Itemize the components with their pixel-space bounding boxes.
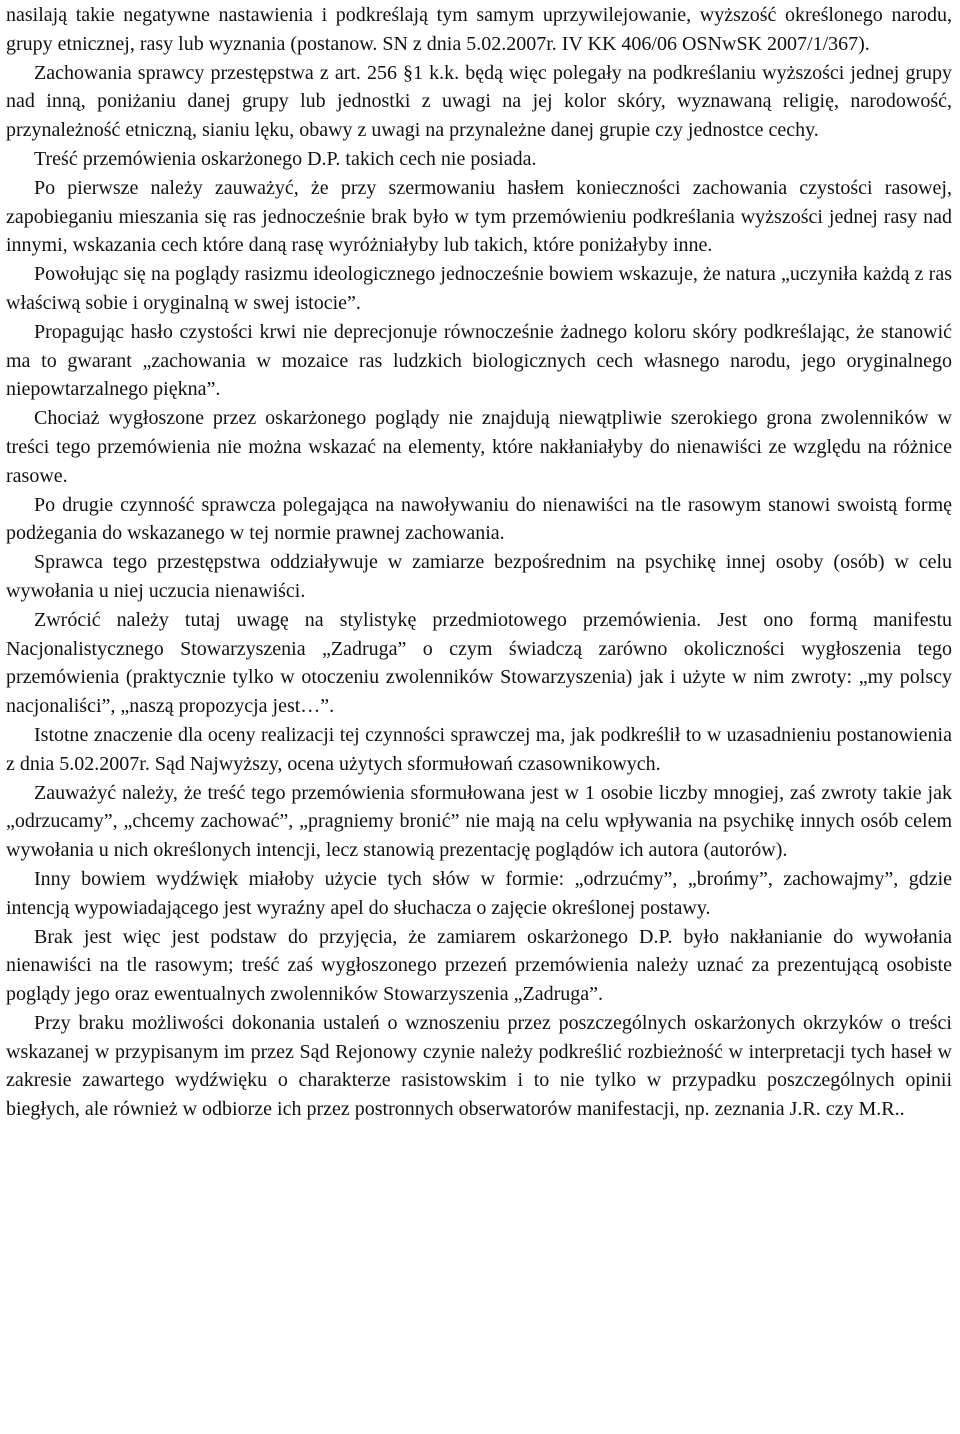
document-body [6, 0, 952, 1124]
paragraph-14: Brak jest więc jest podstaw do przyjęcia, że zamiarem oskarżonego D.P. było nakłanianie do wywołania nienawiści na tle rasowym; treść zaś wygłoszonego przezeń przemówienia należy uznać za prezentującą osobiste poglądy jego oraz ewentualnych zwolenników Stowarzyszenia „Zadruga”. [6, 925, 952, 1006]
paragraph-9: Sprawca tego przestępstwa oddziaływuje w zamiarze bezpośrednim na psychikę innej osoby (osób) w celu wywołania u niej uczucia nienawiści. [6, 551, 952, 602]
paragraph-10: Zwrócić należy tutaj uwagę na stylistykę przedmiotowego przemówienia. Jest ono formą manifestu Nacjonalistycznego Stowarzyszenia „Zadruga” o czym świadczą zarówno okoliczności wygłoszenia tego przemówienia (praktycznie tylko w otoczeniu zwolenników Stowarzyszenia) jak i użyte w nim zwroty: „my polscy nacjonaliści”, „naszą propozycja jest…”. [6, 608, 952, 718]
paragraph-5: Powołując się na poglądy rasizmu ideologicznego jednocześnie bowiem wskazuje, że natura „uczyniła każdą z ras właściwą sobie i oryginalną w swej istocie”. [6, 263, 952, 314]
paragraph-1: nasilają takie negatywne nastawienia i podkreślają tym samym uprzywilejowanie, wyższość określonego narodu, grupy etnicznej, rasy lub wyznania (postanow. SN z dnia 5.02.2007r. IV KK 406/06 OSNwSK 2007/1/367). [6, 4, 952, 55]
paragraph-13: Inny bowiem wydźwięk miałoby użycie tych słów w formie: „odrzućmy”, „brońmy”, zachowajmy”, gdzie intencją wypowiadającego jest wyraźny apel do słuchacza o zajęcie określonej postawy. [6, 867, 952, 919]
paragraph-7: Chociaż wygłoszone przez oskarżonego poglądy nie znajdują niewątpliwie szerokiego grona zwolenników w treści tego przemówienia nie można wskazać na elementy, które nakłaniałyby do nienawiści ze względu na różnice rasowe. [6, 407, 952, 487]
paragraph-15: Przy braku możliwości dokonania ustaleń o wznoszeniu przez poszczególnych oskarżonych okrzyków o treści wskazanej w przypisanym im przez Sąd Rejonowy czynie należy podkreślić rozbieżność w interpretacji tych haseł w zakresie zawartego wydźwięku o charakterze rasistowskim i to nie tylko w przypadku poszczególnych opinii biegłych, ale również w odbiorze ich przez postronnych obserwatorów manifestacji, np. zeznania J.R. czy M.R.. [6, 1011, 952, 1121]
paragraph-3: Treść przemówienia oskarżonego D.P. takich cech nie posiada. [34, 147, 537, 170]
paragraph-4: Po pierwsze należy zauważyć, że przy szermowaniu hasłem konieczności zachowania czystości rasowej, zapobieganiu mieszania się ras jednocześnie brak było w tym przemówieniu podkreślania wyższości jednej rasy nad innymi, wskazania cech które daną rasę wyróżniałyby lub takich, które poniżałyby inne. [6, 176, 952, 257]
paragraph-8: Po drugie czynność sprawcza polegająca na nawoływaniu do nienawiści na tle rasowym stanowi swoistą formę podżegania do wskazanego w tej normie prawnej zachowania. [6, 493, 952, 545]
paragraph-12: Zauważyć należy, że treść tego przemówienia sformułowana jest w 1 osobie liczby mnogiej, zaś zwroty takie jak „odrzucamy”, „chcemy zachować”, „pragniemy bronić” nie mają na celu wpływania na psychikę innych osób celem wywołania u nich określonych intencji, lecz stanowią prezentację poglądów ich autora (autorów). [6, 781, 952, 862]
paragraph-11: Istotne znaczenie dla oceny realizacji tej czynności sprawczej ma, jak podkreślił to w uzasadnieniu postanowienia z dnia 5.02.2007r. Sąd Najwyższy, ocena użytych sformułowań czasownikowych. [6, 723, 952, 775]
paragraph-2: Zachowania sprawcy przestępstwa z art. 256 §1 k.k. będą więc polegały na podkreślaniu wyższości jednej grupy nad inną, poniżaniu danej grupy lub jednostki z uwagi na jej kolor skóry, wyznawaną religię, narodowość, przynależność etniczną, sianiu lęku, obawy z uwagi na przynależne danej grupie czy jednostce cechy. [6, 61, 952, 142]
paragraph-6: Propagując hasło czystości krwi nie deprecjonuje równocześnie żadnego koloru skóry podkreślając, że stanowić ma to gwarant „zachowania w mozaice ras ludzkich biologicznych cech własnego narodu, jego oryginalnego niepowtarzalnego piękna”. [6, 320, 952, 401]
